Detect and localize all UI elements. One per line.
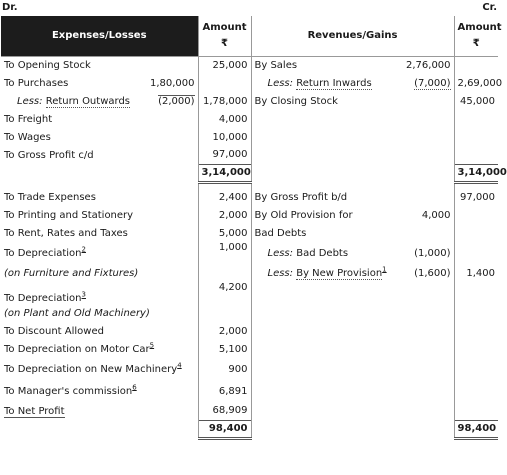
- amount-header-left: [198, 16, 251, 56]
- entry-label: To Depreciation on New Machinery$^4$: [4, 361, 182, 375]
- entry-amount: 900: [198, 358, 251, 380]
- entry-subamount: 1,80,000: [149, 77, 195, 89]
- entry-amount: 97,000: [198, 146, 251, 164]
- entry-label: To Gross Profit c/d: [4, 149, 94, 161]
- table-row: [1, 206, 498, 224]
- table-row: [1, 56, 498, 74]
- entry-amount: 5,100: [198, 340, 251, 358]
- entry-amount: 45,000: [454, 92, 498, 110]
- table-row: [1, 282, 498, 304]
- return-outwards-line: Less: Return Outwards: [17, 95, 130, 107]
- entry-amount: 2,69,000: [454, 74, 498, 92]
- entry-label: To Depreciation$^2$: [4, 245, 86, 259]
- entry-amount: 68,909: [198, 402, 251, 420]
- entry-amount: 10,000: [198, 128, 251, 146]
- total-left: 98,400: [198, 420, 251, 438]
- entry-subamount: (2,000): [158, 95, 195, 107]
- amount-label: Amount: [202, 21, 247, 33]
- entry-label: By Closing Stock: [254, 95, 338, 107]
- expenses-header: Expenses/Losses: [1, 16, 198, 56]
- entry-label: To Manager's commission$^6$: [4, 383, 137, 397]
- entry-subamount: 2,76,000: [406, 59, 451, 71]
- entry-amount: 2,000: [198, 206, 251, 224]
- total-right: 98,400: [454, 420, 498, 438]
- entry-amount: 6,891: [198, 380, 251, 402]
- entry-amount: 5,000: [198, 224, 251, 242]
- table-row: [1, 242, 498, 264]
- entry-label: By Old Provision for: [254, 209, 353, 221]
- entry-label: To Depreciation on Motor Car$^5$: [4, 341, 155, 355]
- entry-subamount: (1,600): [414, 267, 451, 279]
- entry-subamount: (7,000): [414, 77, 451, 89]
- table-row: [1, 304, 498, 322]
- entry-subamount: (1,000): [414, 247, 451, 259]
- entry-sublabel: (on Furniture and Fixtures): [4, 267, 139, 279]
- entry-amount: 1,400: [454, 264, 498, 282]
- entry-subamount: 4,000: [421, 209, 451, 221]
- table-row: [1, 128, 498, 146]
- table-row: [1, 188, 498, 206]
- entry-label: To Depreciation$^3$: [4, 290, 86, 304]
- entry-label: To Trade Expenses: [4, 191, 96, 203]
- entry-amount: 4,200: [198, 282, 251, 304]
- amount-label: Amount: [457, 21, 502, 33]
- entry-label: To Opening Stock: [4, 59, 91, 71]
- entry-amount: 2,400: [198, 188, 251, 206]
- table-row: [1, 110, 498, 128]
- account-table: [1, 16, 507, 440]
- entry-label: By Gross Profit b/d: [254, 191, 348, 203]
- credit-marker: Cr.: [482, 2, 497, 13]
- entry-label: To Wages: [4, 131, 51, 143]
- totals-row: [1, 164, 498, 182]
- totals-row: [1, 420, 498, 438]
- table-row: [1, 358, 498, 380]
- table-row: [1, 146, 498, 164]
- entry-amount: 2,000: [198, 322, 251, 340]
- entry-label: To Freight: [4, 113, 53, 125]
- table-row: [1, 402, 498, 420]
- less-bad-debts-line: Less: Bad Debts: [267, 247, 349, 259]
- entry-label: To Net Profit: [4, 405, 65, 417]
- table-header-row: [1, 16, 498, 56]
- total-left: 3,14,000: [198, 164, 251, 182]
- entry-amount: 97,000: [454, 188, 498, 206]
- return-inwards-line: Less: Return Inwards: [267, 77, 372, 89]
- entry-sublabel: (on Plant and Old Machinery): [4, 307, 150, 319]
- entry-amount: 25,000: [198, 56, 251, 74]
- table-row: [1, 224, 498, 242]
- table-row: [1, 340, 498, 358]
- debit-marker: Dr.: [2, 2, 18, 13]
- entry-label: To Discount Allowed: [4, 325, 104, 337]
- table-row: [1, 322, 498, 340]
- entry-label: To Purchases: [4, 77, 69, 89]
- entry-label: By Sales: [254, 59, 298, 71]
- entry-label: To Printing and Stationery: [4, 209, 134, 221]
- entry-amount: 4,000: [198, 110, 251, 128]
- revenues-header: Revenues/Gains: [307, 30, 398, 42]
- table-row: [1, 74, 498, 92]
- less-new-provision-line: Less: By New Provision$^1$: [267, 265, 387, 279]
- amount-header-right: [454, 16, 502, 56]
- total-right: 3,14,000: [454, 164, 498, 182]
- entry-label: Bad Debts: [254, 227, 307, 239]
- table-row: [1, 380, 498, 402]
- entry-amount: 1,78,000: [198, 92, 251, 110]
- currency-symbol: ₹: [221, 37, 228, 49]
- table-row: [1, 264, 498, 282]
- currency-symbol: ₹: [472, 37, 480, 49]
- entry-label: To Rent, Rates and Taxes: [4, 227, 128, 239]
- entry-amount: 1,000: [198, 242, 251, 264]
- table-row: [1, 92, 498, 110]
